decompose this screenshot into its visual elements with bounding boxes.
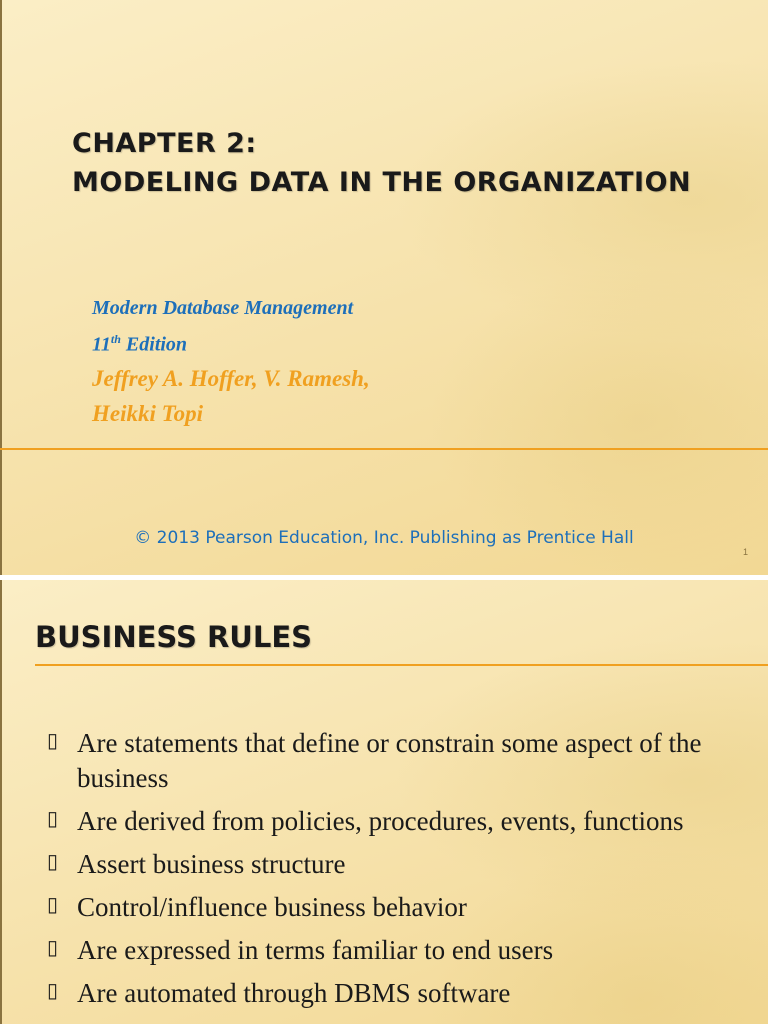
- bullet-icon: ▯: [47, 980, 59, 1002]
- bullet-icon: ▯: [47, 894, 59, 916]
- copyright-notice: © 2013 Pearson Education, Inc. Publishing as Prentice Hall: [134, 528, 634, 548]
- bullet-text: Control/influence business behavior: [77, 892, 467, 922]
- bullet-item: [45, 726, 745, 796]
- chapter-title: [72, 124, 691, 202]
- title-underline: [35, 664, 768, 666]
- authors-line-2: Heikki Topi: [92, 400, 203, 426]
- bullet-text: Are derived from policies, procedures, events, functions: [77, 806, 684, 836]
- chapter-name: MODELING DATA IN THE ORGANIZATION: [72, 167, 692, 198]
- bullet-text: Assert business structure: [77, 849, 346, 879]
- bullet-item: [45, 847, 745, 882]
- page-number: 1: [742, 547, 748, 557]
- edition-word: Edition: [120, 333, 188, 356]
- chapter-number: CHAPTER 2:: [72, 128, 257, 159]
- bullet-icon: ▯: [47, 808, 59, 830]
- edition-number: 11: [92, 333, 111, 356]
- bullet-item: [45, 890, 745, 925]
- bullet-text: Are expressed in terms familiar to end users: [77, 935, 554, 965]
- slide-left-border: [0, 0, 2, 575]
- bullet-icon: ▯: [47, 730, 59, 752]
- business-rules-slide: [0, 580, 768, 1024]
- bullet-list: [45, 726, 745, 1019]
- bullet-item: [45, 804, 745, 839]
- slide-title: BUSINESS RULES: [35, 620, 313, 654]
- bullet-item: [45, 933, 745, 968]
- edition-suffix: th: [110, 332, 121, 346]
- authors-line-1: Jeffrey A. Hoffer, V. Ramesh,: [92, 365, 370, 391]
- bullet-text: Are statements that define or constrain some aspect of the business: [77, 728, 702, 793]
- book-title: Modern Database Management: [92, 297, 354, 319]
- book-edition: [92, 324, 370, 361]
- bullet-text: Are automated through DBMS software: [77, 978, 511, 1008]
- bullet-icon: ▯: [47, 851, 59, 873]
- bullet-icon: ▯: [47, 937, 59, 959]
- book-info: [92, 293, 370, 431]
- horizontal-rule: [0, 448, 768, 450]
- slide-left-border: [0, 580, 2, 1024]
- bullet-item: [45, 976, 745, 1011]
